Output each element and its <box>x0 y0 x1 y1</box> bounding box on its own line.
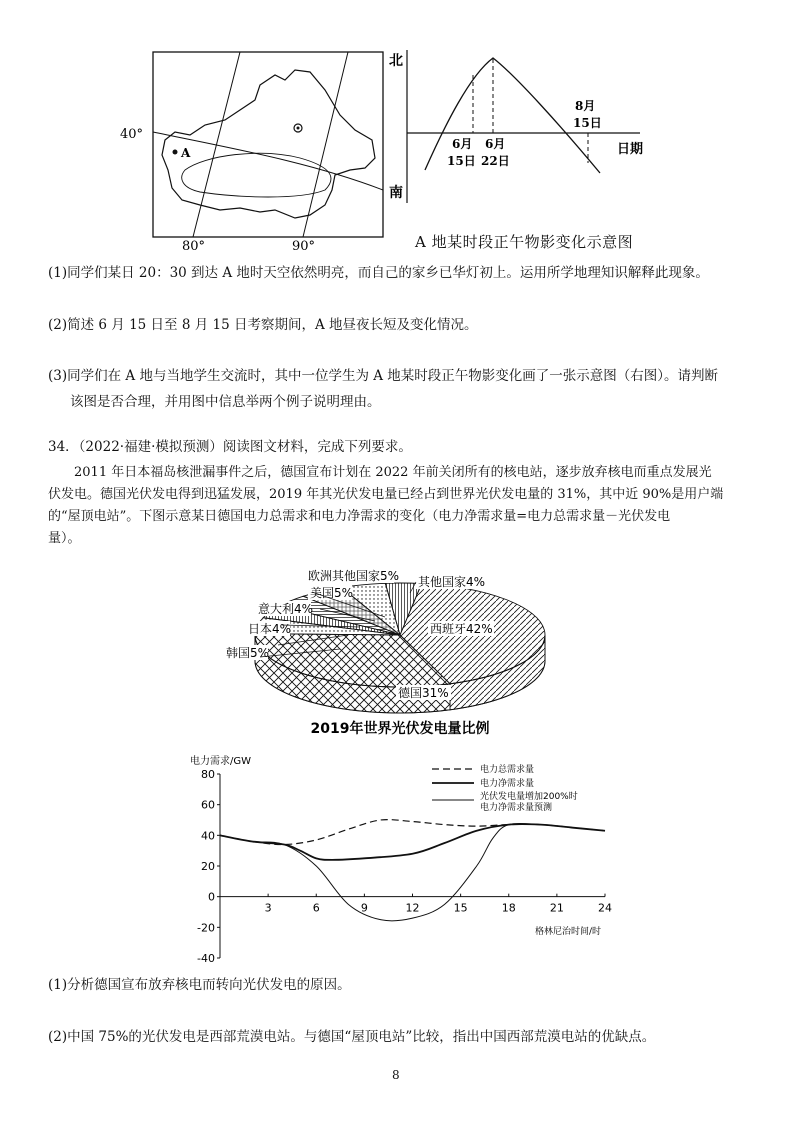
shadow-diagram <box>385 45 675 260</box>
point-a-label: A <box>181 146 191 160</box>
svg-text:日本4%: 日本4% <box>248 622 292 636</box>
point-a-dot <box>173 150 178 155</box>
question-a2: (2)简述 6 月 15 日至 8 月 15 日考察期间，A 地昼夜长短及变化情况。 <box>48 317 478 333</box>
y-tick-label: 0 <box>208 890 215 904</box>
x-axis-label: 格林尼治时间/时 <box>535 927 602 937</box>
series-line-2 <box>220 824 605 860</box>
legend-label: 电力净需求量 <box>480 779 535 789</box>
q34-para-line: 伏发电。德国光伏发电得到迅猛发展，2019 年其光伏发电量已经占到世界光伏发电量的 31%，其中近 90%是用户端 <box>48 487 724 502</box>
svg-text:西班牙42%: 西班牙42% <box>430 622 493 636</box>
svg-text:意大利4%: 意大利4% <box>258 602 314 616</box>
mark-jun15-day: 15日 <box>447 154 476 168</box>
y-tick-label: 40 <box>201 829 215 843</box>
city-dot <box>297 127 300 130</box>
y-tick-label: 60 <box>201 798 215 812</box>
mark-jun22-month: 6月 <box>485 137 506 151</box>
pie-title: 2019年世界光伏发电量比例 <box>310 721 490 737</box>
mark-aug15-day: 15日 <box>573 116 602 130</box>
pie-label-日本 <box>246 621 291 636</box>
date-axis-label: 日期 <box>617 142 644 157</box>
y-axis-label: 电力需求/GW <box>190 756 252 767</box>
legend-label: 电力总需求量 <box>480 765 535 775</box>
legend-label: 电力净需求量预测 <box>480 803 553 813</box>
basin-outline <box>182 153 331 197</box>
pie-label-其他国家 <box>416 574 485 589</box>
pie-label-西班牙 <box>428 621 494 636</box>
pie-label-美国 <box>308 585 353 600</box>
svg-text:韩国5%: 韩国5% <box>226 646 270 660</box>
line-chart-legend <box>432 763 578 813</box>
x-tick-label: 12 <box>405 901 420 915</box>
x-tick-label: 24 <box>598 901 612 915</box>
lon-label-90: 90° <box>292 239 316 254</box>
q34-para-line: 2011 年日本福岛核泄漏事件之后，德国宣布计划在 2022 年前关闭所有的核电站，逐步放弃核电而重点发展光 <box>74 465 712 480</box>
pie-slices <box>255 583 545 687</box>
svg-text:欧洲其他国家5%: 欧洲其他国家5% <box>308 569 400 583</box>
mark-jun22-day: 22日 <box>481 154 510 168</box>
x-tick-label: 3 <box>264 901 272 915</box>
shadow-figure-caption: A 地某时段正午物影变化示意图 <box>415 233 634 251</box>
pie-label-意大利 <box>256 601 313 616</box>
region-outline <box>162 70 375 218</box>
y-tick-label: -40 <box>197 952 215 965</box>
q34-para-line: 量）。 <box>48 531 81 546</box>
q34-para-line: 的“屋顶电站”。下图示意某日德国电力总需求和电力净需求的变化（电力净需求量=电力总需求量－光伏发电 <box>48 509 671 524</box>
question-a3: (3)同学们在 A 地与当地学生交流时，其中一位学生为 A 地某时段正午物影变化画了一张示意图（右图）。请判断 <box>48 368 719 384</box>
y-tick-label: 20 <box>201 860 215 873</box>
svg-text:德国31%: 德国31% <box>398 686 449 700</box>
y-tick-label: 80 <box>201 768 215 781</box>
series-line-1 <box>220 820 605 845</box>
svg-text:其他国家4%: 其他国家4% <box>418 575 486 589</box>
question-a1: (1)同学们某日 20：30 到达 A 地时天空依然明亮，而自己的家乡已华灯初上。运用所学地理知识解释此现象。 <box>48 265 709 281</box>
xinjiang-map <box>110 40 400 255</box>
lon-label-80: 80° <box>182 239 206 254</box>
x-tick-label: 6 <box>312 901 320 915</box>
q34-header: 34．（2022·福建·模拟预测）阅读图文材料，完成下列要求。 <box>48 439 412 455</box>
mark-jun15-month: 6月 <box>452 137 473 151</box>
q34-paragraph <box>48 462 768 550</box>
line-chart <box>180 752 640 972</box>
parallel-40 <box>153 132 383 190</box>
mark-aug15-month: 8月 <box>575 99 596 113</box>
south-label: 南 <box>389 185 403 201</box>
page-number: 8 <box>392 1068 400 1082</box>
y-tick-label: -20 <box>197 921 215 935</box>
x-tick-label: 9 <box>360 901 368 915</box>
meridian-90 <box>303 52 348 237</box>
question-b1: (1)分析德国宣布放弃核电而转向光伏发电的原因。 <box>48 977 351 993</box>
pie-label-韩国 <box>224 645 269 660</box>
legend-label: 光伏发电量增加200%时 <box>480 792 578 802</box>
pie-label-欧洲其他国家 <box>306 568 399 583</box>
x-tick-label: 21 <box>549 901 564 915</box>
x-tick-label: 18 <box>501 901 516 915</box>
north-label: 北 <box>389 53 403 69</box>
pie-chart <box>220 565 580 740</box>
svg-text:美国5%: 美国5% <box>310 586 354 600</box>
question-a3-cont: 该图是否合理，并用图中信息举两个例子说明理由。 <box>70 394 381 410</box>
question-b2: (2)中国 75%的光伏发电是西部荒漠电站。与德国“屋顶电站”比较，指出中国西部荒漠电站的优缺点。 <box>48 1029 656 1045</box>
lat-label: 40° <box>120 127 144 142</box>
pie-label-德国 <box>396 685 451 700</box>
x-tick-label: 15 <box>453 901 468 915</box>
